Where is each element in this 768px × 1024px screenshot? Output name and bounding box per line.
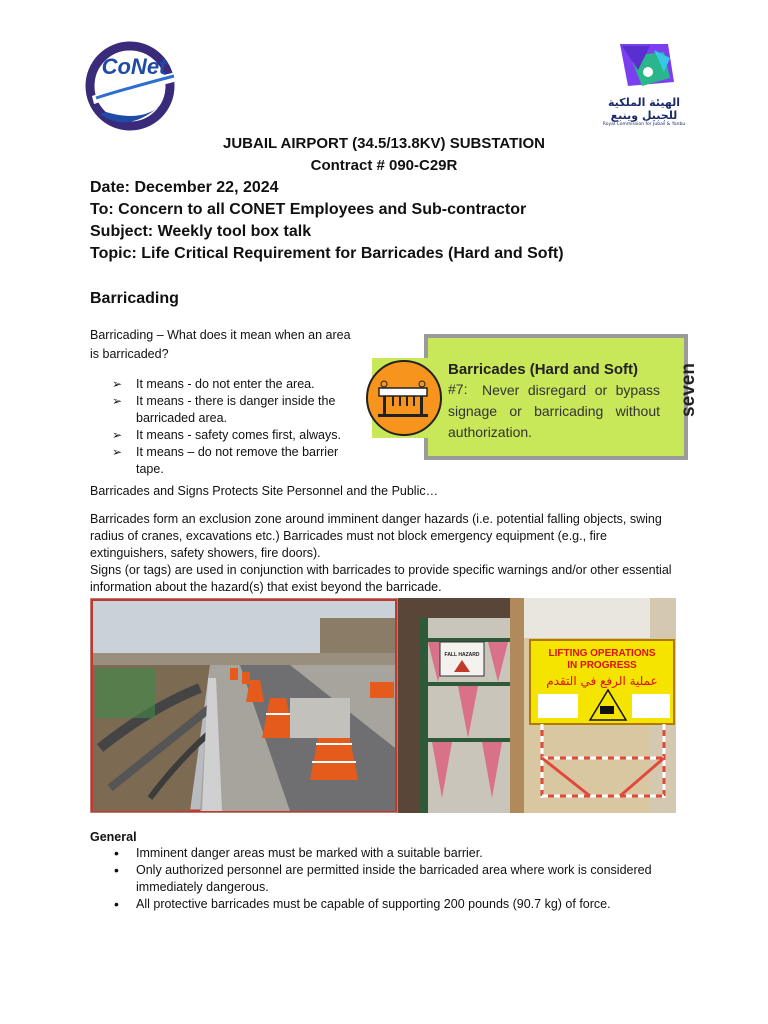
subject-line: Subject: Weekly tool box talk: [90, 223, 312, 240]
list-item: ➢ It means - there is danger inside the barricaded area.: [110, 393, 360, 427]
general-heading: General: [90, 830, 137, 844]
list-item: ➢ It means – do not remove the barrier tape.: [110, 444, 360, 478]
royal-commission-logo: [598, 42, 694, 134]
topic-line: Topic: Life Critical Requirement for Barricades (Hard and Soft): [90, 245, 564, 262]
fall-hazard-photo: [398, 598, 524, 813]
list-item: • All protective barricades must be capable of supporting 200 pounds (90.7 kg) of force.: [110, 896, 680, 913]
general-list: [110, 845, 680, 913]
barricades-paragraph: Barricades form an exclusion zone around imminent danger hazards (i.e. potential falling objects, swing radius of cranes, excavations etc.) Barricades must not block emergency equipment (e.g., fire extinguishers, safety showers, fire doors).: [90, 512, 662, 560]
date-line: Date: December 22, 2024: [90, 179, 279, 196]
barricade-photos: [90, 598, 676, 813]
conet-logo-text: CoNet: [101, 54, 167, 79]
road-barricade-photo: [90, 598, 398, 813]
signs-paragraph: Signs (or tags) are used in conjunction with barricades to provide specific warnings and/or other essential information about the hazard(s) that exist beyond the barricade.: [90, 563, 672, 594]
intro-question: Barricading – What does it mean when an area is barricaded?: [90, 328, 351, 361]
barricade-rule-sign: [366, 330, 699, 464]
lifting-sign-arabic: عملية الرفع في التقدم: [546, 674, 658, 688]
fall-hazard-sign: FALL HAZARD: [444, 652, 480, 658]
meanings-list: [110, 376, 360, 478]
lifting-operations-photo: [524, 598, 676, 813]
rc-logo-arabic: الهيئة الملكية للجبيل وينبع: [608, 96, 680, 122]
rc-logo-english: Royal Commission for Jubail & Yanbu: [602, 122, 686, 127]
document-title: JUBAIL AIRPORT (34.5/13.8KV) SUBSTATION: [222, 135, 545, 152]
protects-line: Barricades and Signs Protects Site Personnel and the Public…: [90, 484, 439, 498]
list-item: • Only authorized personnel are permitted inside the barricaded area where work is considered immediately dangerous.: [110, 862, 680, 896]
list-item: • Imminent danger areas must be marked with a suitable barrier.: [110, 845, 680, 862]
sign-side-label: seven: [678, 363, 699, 417]
sign-title: Barricades (Hard and Soft): [448, 361, 639, 378]
lifting-sign-line1: LIFTING OPERATIONS: [548, 648, 656, 659]
conet-logo: [86, 38, 178, 138]
to-line: To: Concern to all CONET Employees and Sub-contractor: [90, 201, 527, 218]
lifting-sign-line2: IN PROGRESS: [567, 660, 637, 671]
sign-rule-text: Never disregard or bypass signage or barricading without authorization.: [448, 382, 660, 440]
sign-rule-number: #7:: [448, 381, 468, 397]
section-heading: Barricading: [90, 290, 179, 307]
list-item: ➢ It means - safety comes first, always.: [110, 427, 360, 444]
list-item: ➢ It means - do not enter the area.: [110, 376, 360, 393]
contract-number: Contract # 090-C29R: [310, 157, 458, 174]
